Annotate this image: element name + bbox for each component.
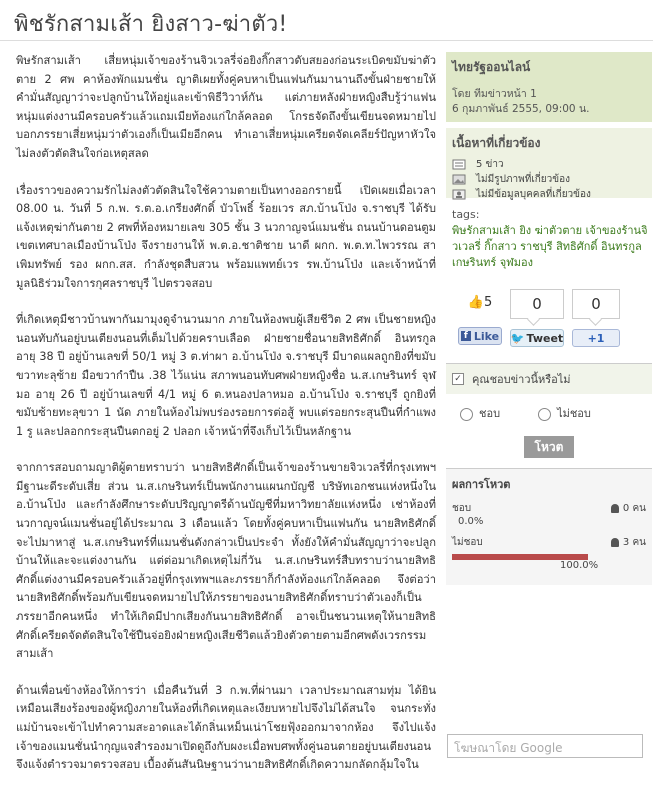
radio-like[interactable] [460,408,473,421]
result-label: ไม่ชอบ [452,537,483,548]
gplus-count: 0 [572,289,620,319]
article-paragraph: ที่เกิดเหตุมีชาวบ้านพากันมามุงดูจำนวนมาก ภายในห้องพบผู้เสียชีวิต 2 ศพ เป็นชายหญิง นอนทับกันอยู่บนเตียงนอนที่เต็มไปด้วยคราบเลือด ฝ่ายชายชื่อนายสิทธิศักดิ์ อินทรกูล อายุ 38 ปี อยู่บ้านเลขที่ 50/1 หมู่ 3 ต.ท่าผา อ.บ้านโป่ง จ.ราชบุรี มีบาดแผลถูกยิงที่ขมับขวาทะลุซ้าย มือขวากำปืน .38 ไว้แน่น สภาพนอนทับศพฝ่ายหญิงชื่อ น.ส.เกษรินทร์ จุฬมอ อายุ 26 ปี อยู่บ้านเลขที่ 4/1 หมู่ 6 ต.หนองปลาหมอ อ.บ้านโป่ง จ.ราชบุรี ถูกยิงที่ขมับซ้ายทะลุขวา 1 นัด ภายในห้องไม่พบร่องรอยการต่อสู้ พบแต่รอยกระสุนปืนที่กำแพง 1 รู และปลอกกระสุนปืนตกอยู่ 2 ปลอก เจ้าหน้าที่จึงเก็บไว้เป็นหลักฐาน [16,313,436,438]
social-share [446,289,652,347]
twitter-share [510,289,564,347]
facebook-share [458,289,502,347]
twitter-bird-icon: 🐦 [510,331,525,345]
gplus-button[interactable]: +1 [572,329,620,347]
poll-question-row [446,364,652,394]
poll-option-dislike[interactable]: ไม่ชอบ [538,404,591,422]
results-heading: ผลการโหวต [452,478,511,491]
google-search-input[interactable]: โฆษณาโดย Google [447,734,643,758]
image-icon [452,174,466,185]
poll-question: คุณชอบข่าวนี้หรือไม่ [472,373,571,386]
related-item-images [452,172,646,187]
article-paragraph: ด้านเพื่อนข้างห้องให้การว่า เมื่อคืนวันที่ 3 ก.พ.ที่ผ่านมา เวลาประมาณสามทุ่ม ได้ยินเหมือนเสียงร้องของผู้หญิงภายในห้องที่เกิดเหตุและเงียบหายไปจึงไม่ได้สนใจ จนกระทั่งแม่บ้านจะเข้าไปทำความสะอาดและได้กลิ่นเหม็นเน่าโชยฟุ้งออกมาจากห้อง จึงไปแจ้งเจ้าของแมนชั่นนำกุญแจสำรองมาเปิดดูถึงกับผงะเมื่อพบศพทั้งคู่นอนตายอยู่บนเตียงนอน จึงแจ้งตำรวจมาตรวจสอบ เบื้องต้นสันนิษฐานว่านายสิทธิศักดิ์เกิดความกลัดกลุ้มใจใน [16,683,436,772]
facebook-icon: f [461,331,471,341]
tags-label: tags: [452,208,480,221]
poll-results [446,468,652,585]
gplus-share [572,289,620,347]
related-news-label: 5 ข่าว [476,159,504,170]
result-count: 0 คน [622,503,646,514]
person-card-icon [452,189,466,200]
article-paragraph: จากการสอบถามญาติผู้ตายทราบว่า นายสิทธิศักดิ์เป็นเจ้าของร้านขายจิวเวลรี่ที่กรุงเทพฯ มีฐานะดีระดับเสี่ย ส่วน น.ส.เกษรินทร์เป็นพนักงานแผนกบัญชี บริษัทเอกชนแห่งหนึ่งใน อ.บ้านโป่ง และกำลังศึกษาระดับปริญญาตรีด้านบัญชีที่มหาวิทยาลัยแห่งหนึ่ง เช่าห้องที่นวกาญจน์แมนชั่นอยู่ได้ประมาณ 3 เดือนแล้ว โดยทั้งคู่คบหาเป็นแฟนกัน นายสิทธิศักดิ์จะไปมาหาสู่ น.ส.เกษรินทร์ที่แมนชั่นดังกล่าวเป็นประจำ ทั้งยังให้คำมั่นสัญญาว่าจะปลูกบ้านให้และจะแต่งงานกัน แต่ต่อมาเกิดเหตุไม่กี่วัน น.ส.เกษรินทร์สืบทราบว่านายสิทธิศักดิ์แต่งงานมีครอบครัวแล้วอยู่ที่กรุงเทพฯและภรรยาก็กำลังท้องแก่ใกล้คลอด จึงต่อว่านายสิทธิศักดิ์พร้อมกับเขียนจดหมายไปให้ภรรยาของนายสิทธิศักดิ์ทราบว่าตัวเองก็เป็นภรรยาอีกคนหนึ่ง ทำให้เกิดมีปากเสียงกันนายสิทธิศักดิ์ อาจเป็นชนวนเหตุให้นายสิทธิศักดิ์เครียดจัดตัดสินใจใช้ปืนจ่อยิงฝ่ายหญิงเสียชีวิตแล้วยิงตัวตายตามอีกศพดังเวรกรรมสามเส้า [16,461,436,661]
result-row-dislike [452,535,646,571]
source-name: ไทยรัฐออนไลน์ [452,60,531,74]
page-title: พิชรักสามเส้า ยิงสาว-ฆ่าตัว! [14,12,288,37]
poll-option-like[interactable]: ชอบ [460,404,500,422]
person-icon [611,504,619,513]
checkbox-icon: ✓ [452,373,464,385]
tags-section [446,208,652,271]
result-percent: 0.0% [458,516,484,527]
article-body [16,52,436,793]
related-heading: เนื้อหาที่เกี่ยวข้อง [452,136,541,150]
tag-links[interactable]: พิษรักสามเส้า ยิง ฆ่าตัวตาย เจ้าของร้านจิวเวลรี่ กิ๊กสาว ราชบุรี สิทธิศักดิ์ อินทรกูล เกษรินทร์ จุฬมอง [452,224,648,269]
news-icon [452,159,466,170]
source-box [446,52,652,122]
related-people-label: ไม่มีข้อมูลบุคคลที่เกี่ยวข้อง [476,189,591,200]
source-date: 6 กุมภาพันธ์ 2555, 09:00 น. [452,103,590,115]
article-paragraph: พิษรักสามเส้า เสี่ยหนุ่มเจ้าของร้านจิวเวลรี่จ่อยิงกิ๊กสาวดับสยองก่อนระเบิดขมับฆ่าตัวตาย 2 ศพ คาห้องพักแมนชั่น ญาติเผยทั้งคู่คบหาเป็นแฟนกันมานานถึงขั้นฝ่ายชายให้คำมั่นสัญญาว่าจะปลูกบ้านให้อยู่และเข้าพิธีวิวาห์กัน แต่ภายหลังฝ่ายหญิงสืบรู้ว่าแฟนหนุ่มแต่งงานมีครอบครัวแล้วแถมเมียท้องแก่ใกล้คลอด โกรธจัดถึงขั้นเขียนจดหมายไปบอกภรรยาเสี่ยหนุ่มว่าตัวเองก็เป็นเมียอีกคน ทำเอาเสี่ยหนุ่มเครียดจัดเคลียร์ปัญหาหัวใจไม่ลงตัวตัดสินใจก่อเหตุสลด [16,54,436,160]
sidebar [446,52,652,585]
facebook-like-button[interactable]: f Like [458,327,502,345]
source-byline: โดย ทีมข่าวหน้า 1 [452,88,537,100]
result-label: ชอบ [452,503,472,514]
poll-options [446,394,652,428]
result-row-like [452,501,646,527]
related-item-news[interactable] [452,157,646,172]
result-count: 3 คน [622,537,646,548]
radio-dislike[interactable] [538,408,551,421]
related-images-label: ไม่มีรูปภาพที่เกี่ยวข้อง [476,174,570,185]
tweet-button[interactable]: 🐦 Tweet [510,329,564,347]
twitter-count: 0 [510,289,564,319]
person-icon [611,538,619,547]
vote-button[interactable]: โหวต [524,436,574,458]
thumbs-up-icon: 👍 [467,295,484,310]
article-paragraph: เรื่องราวของความรักไม่ลงตัวตัดสินใจใช้ความตายเป็นทางออกรายนี้ เปิดเผยเมื่อเวลา 08.00 น. วันที่ 5 ก.พ. ร.ต.อ.เกรียงศักดิ์ บัวโพธิ์ ร้อยเวร สภ.บ้านโป่ง จ.ราชบุรี ได้รับแจ้งเหตุฆ่ากันตาย 2 ศพที่ห้องหมายเลข 305 ชั้น 3 นวกาญจน์แมนชั่น ถนนบ้านดอนตูม เขตเทศบาลเมืองบ้านโป่ง จึงรายงานให้ พ.ต.อ.ชาติชาย นาดี ผกก. พ.ต.ท.ไพวรรณ สาเพิมทรัพย์ รอง ผกก.สส. กำลังชุดสืบสวน พร้อมแพทย์เวร รพ.บ้านโป่ง และเจ้าหน้าที่มูลนิธิร่วมใจการกุศลราชบุรี ไปตรวจสอบ [16,183,436,290]
result-percent: 100.0% [560,560,599,571]
related-box [446,128,652,198]
poll-box [446,363,652,585]
title-divider [0,40,653,41]
facebook-count: 👍5 [467,295,493,310]
related-item-people [452,187,646,202]
